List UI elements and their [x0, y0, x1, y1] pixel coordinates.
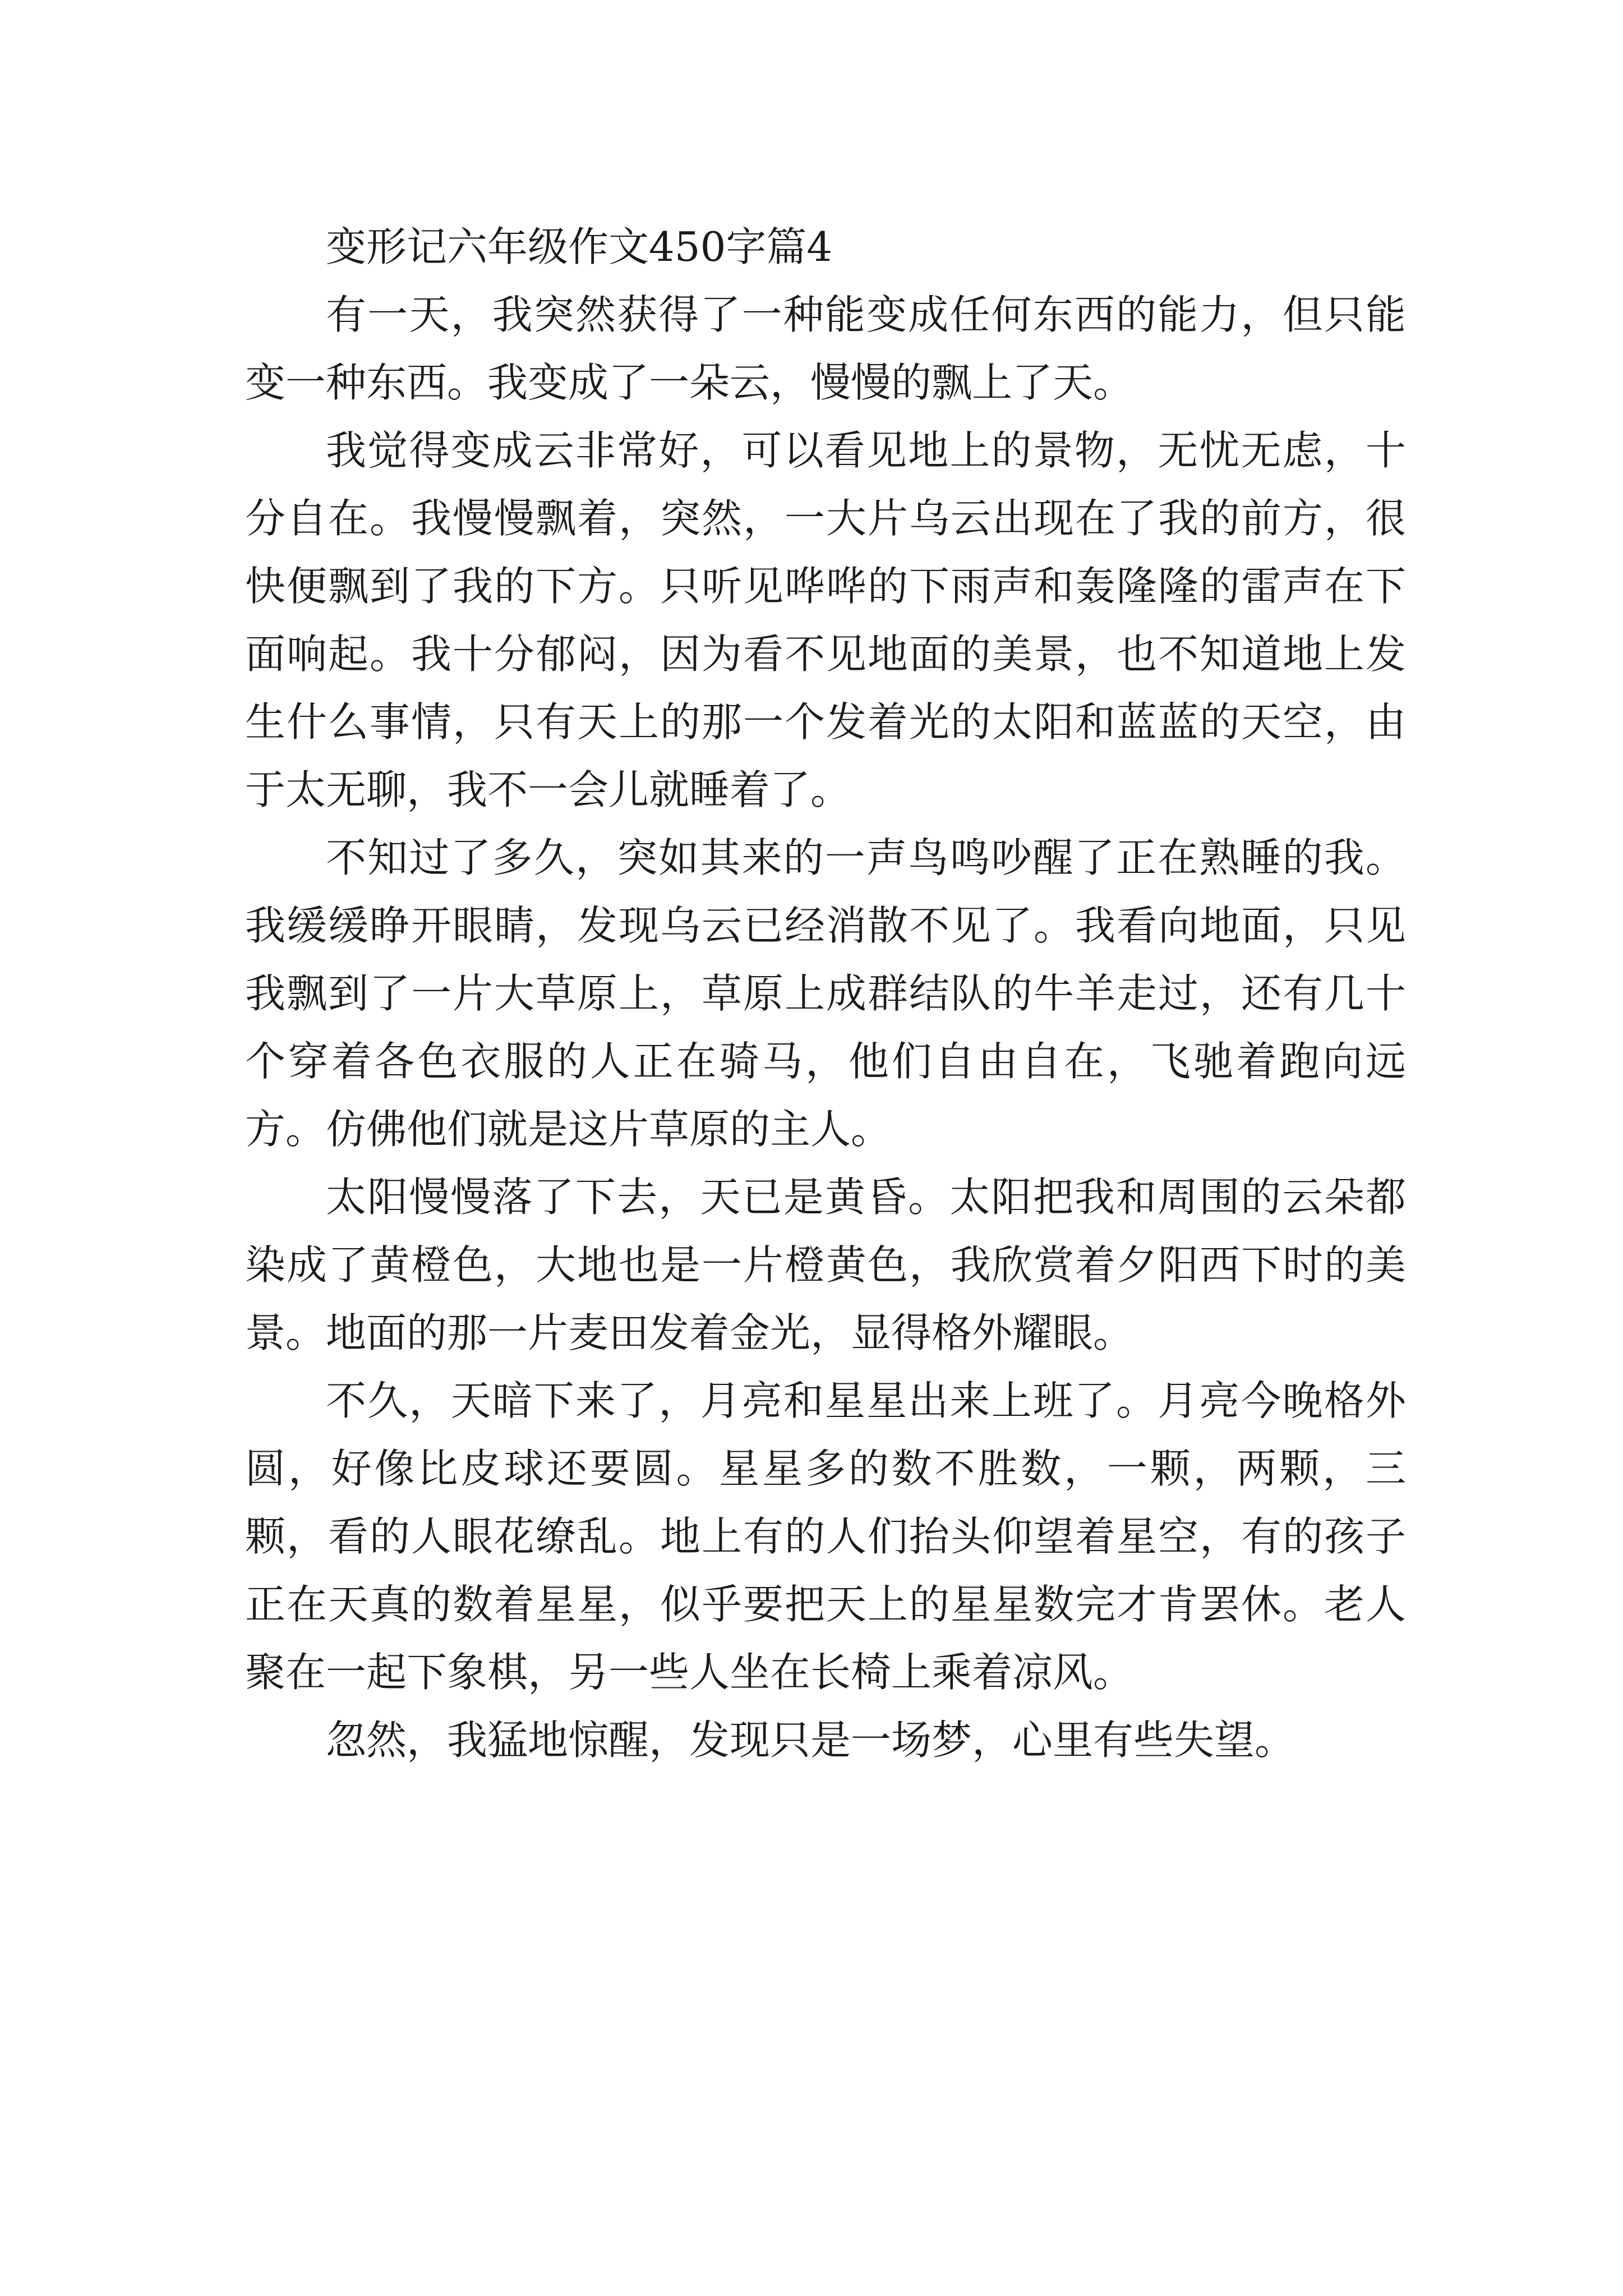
paragraph-6: 忽然，我猛地惊醒，发现只是一场梦，心里有些失望。	[326, 1717, 1295, 1764]
paragraph-2: 我觉得变成云非常好，可以看见地上的景物，无忧无虑，十分自在。我慢慢飘着，突然，一大片乌云出现在了我的前方，很快便飘到了我的下方。只听见哗哗的下雨声和轰隆隆的雷声在下面响起。我十分郁闷，因为看不见地面的美景，也不知道地上发生什么事情，只有天上的那一个发着光的太阳和蓝蓝的天空，由于太无聊，我不一会儿就睡着了。	[245, 427, 1406, 813]
document-body	[245, 213, 1406, 1774]
paragraph-3: 不知过了多久，突如其来的一声鸟鸣吵醒了正在熟睡的我。我缓缓睁开眼睛，发现乌云已经消散不见了。我看向地面，只见我飘到了一片大草原上，草原上成群结队的牛羊走过，还有几十个穿着各色衣服的人正在骑马，他们自由自在，飞驰着跑向远方。仿佛他们就是这片草原的主人。	[245, 834, 1406, 1153]
document-title: 变形记六年级作文450字篇4	[326, 223, 833, 270]
paragraph-5: 不久，天暗下来了，月亮和星星出来上班了。月亮今晚格外圆，好像比皮球还要圆。星星多的数不胜数，一颗，两颗，三颗，看的人眼花缭乱。地上有的人们抬头仰望着星空，有的孩子正在天真的数着星星，似乎要把天上的星星数完才肯罢休。老人聚在一起下象棋，另一些人坐在长椅上乘着凉风。	[245, 1377, 1406, 1696]
paragraph-4: 太阳慢慢落了下去，天已是黄昏。太阳把我和周围的云朵都染成了黄橙色，大地也是一片橙黄色，我欣赏着夕阳西下时的美景。地面的那一片麦田发着金光，显得格外耀眼。	[245, 1174, 1406, 1356]
paragraph-1: 有一天，我突然获得了一种能变成任何东西的能力，但只能变一种东西。我变成了一朵云，慢慢的飘上了天。	[245, 291, 1406, 406]
